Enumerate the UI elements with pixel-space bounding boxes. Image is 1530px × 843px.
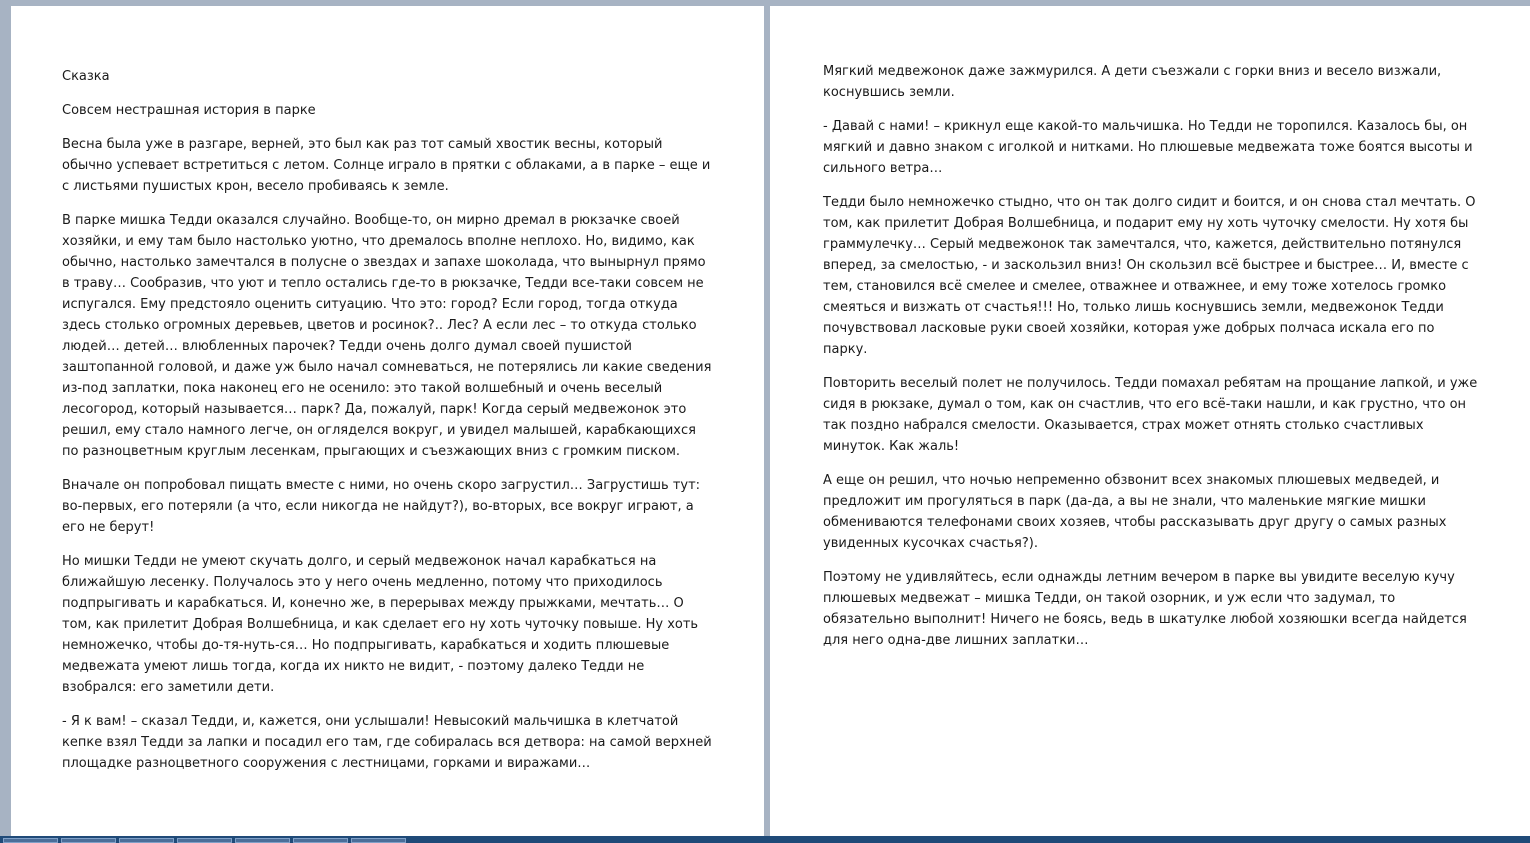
document-subtitle: Совсем нестрашная история в парке [62, 103, 316, 118]
taskbar-button[interactable] [235, 838, 290, 843]
taskbar-button[interactable] [293, 838, 348, 843]
paragraph: Весна была уже в разгаре, верней, это был как раз тот самый хвостик весны, который обычно успевает встретиться с летом. Солнце играло в прятки с облаками, а в парке – еще и с листьями пушистых крон, весело пробиваясь к земле. [62, 137, 711, 194]
taskbar [0, 836, 1530, 843]
document-page-right[interactable] [770, 6, 1530, 836]
paragraph: Тедди было немножечко стыдно, что он так долго сидит и боится, и он снова стал мечтать. О том, как прилетит Добрая Волшебница, и подарит ему ну хоть чуточку смелости. Ну хотя бы граммулечку… Серый медвежонок так замечтался, что, кажется, действительно потянулся вперед, за смелостью, - и заскользил вниз! Он скользил всё быстрее и быстрее… И, вместе с тем, становился всё смелее и смелее, отважнее и отважнее, и ему тоже хотелось громко смеяться и визжать от счастья!!! Но, только лишь коснувшись земли, медвежонок Тедди почувствовал ласковые руки своей хозяйки, которая уже добрых полчаса искала его по парку. [823, 195, 1476, 357]
taskbar-button[interactable] [61, 838, 116, 843]
taskbar-button[interactable] [3, 838, 58, 843]
paragraph: Мягкий медвежонок даже зажмурился. А дети съезжали с горки вниз и весело визжали, коснувшись земли. [823, 64, 1442, 100]
paragraph: Поэтому не удивляйтесь, если однажды летним вечером в парке вы увидите веселую кучу плюшевых медвежат – мишка Тедди, он такой озорник, и уж если что задумал, то обязательно выполнит! Ничего не боясь, ведь в шкатулке любой хозяюшки всегда найдется для него одна-две лишних заплатки… [823, 570, 1467, 648]
paragraph: - Я к вам! – сказал Тедди, и, кажется, они услышали! Невысокий мальчишка в клетчатой кепке взял Тедди за лапки и посадил его там, где собиралась вся детвора: на самой верхней площадке разноцветного сооружения с лестницами, горками и виражами… [62, 714, 712, 771]
document-title: Сказка [62, 69, 110, 84]
paragraph: Вначале он попробовал пищать вместе с ними, но очень скоро загрустил… Загрустишь тут: во-первых, его потеряли (а что, если никогда не найдут?), во-вторых, все вокруг играют, а его не берут! [62, 478, 701, 535]
taskbar-button[interactable] [177, 838, 232, 843]
paragraph: В парке мишка Тедди оказался случайно. Вообще-то, он мирно дремал в рюкзачке своей хозяйки, и ему там было настолько уютно, что дремалось вполне неплохо. Но, видимо, как обычно, настолько замечтался в полусне о звездах и запахе шоколада, что вынырнул прямо в траву… Сообразив, что уют и тепло остались где-то в рюкзачке, Тедди все-таки совсем не испугался. Ему предстояло оценить ситуацию. Что это: город? Если город, тогда откуда здесь столько огромных деревьев, цветов и росинок?.. Лес? А если лес – то откуда столько людей… детей… влюбленных парочек? Тедди очень долго думал своей пушистой заштопанной головой, и даже уж было начал сомневаться, не потерялись ли какие сведения из-под заплатки, пока наконец его не осенило: это такой волшебный и очень веселый лесогород, который называется… парк? Да, пожалуй, парк! Когда серый медвежонок это решил, ему стало намного легче, он огляделся вокруг, и увидел малышей, карабкающихся по разноцветным круглым лесенкам, прыгающих и съезжающих вниз с громким писком. [62, 213, 712, 459]
paragraph: - Давай с нами! – крикнул еще какой-то мальчишка. Но Тедди не торопился. Казалось бы, он мягкий и давно знаком с иголкой и нитками. Но плюшевые медвежата тоже боятся высоты и сильного ветра… [823, 119, 1473, 176]
paragraph: А еще он решил, что ночью непременно обзвонит всех знакомых плюшевых медведей, и предложит им прогуляться в парк (да-да, а вы не знали, что маленькие мягкие мишки обмениваются телефонами своих хозяев, чтобы рассказывать друг другу о самых разных увиденных кусочках счастья?). [823, 473, 1447, 551]
document-page-left[interactable] [11, 6, 764, 836]
taskbar-button[interactable] [119, 838, 174, 843]
paragraph: Но мишки Тедди не умеют скучать долго, и серый медвежонок начал карабкаться на ближайшую лесенку. Получалось это у него очень медленно, потому что приходилось подпрыгивать и карабкаться. И, конечно же, в перерывах между прыжками, мечтать… О том, как прилетит Добрая Волшебница, и как сделает его ну хоть чуточку повыше. Ну хоть немножечко, чтобы до-тя-нуть-ся… Но подпрыгивать, карабкаться и ходить плюшевые медвежата умеют лишь тогда, когда их никто не видит, - поэтому далеко Тедди не взобрался: его заметили дети. [62, 554, 699, 695]
taskbar-button[interactable] [351, 838, 406, 843]
paragraph: Повторить веселый полет не получилось. Тедди помахал ребятам на прощание лапкой, и уже сидя в рюкзаке, думал о том, как он счастлив, что его всё-таки нашли, и как грустно, что он так поздно набрался смелости. Оказывается, страх может отнять столько счастливых минуток. Как жаль! [823, 376, 1478, 454]
